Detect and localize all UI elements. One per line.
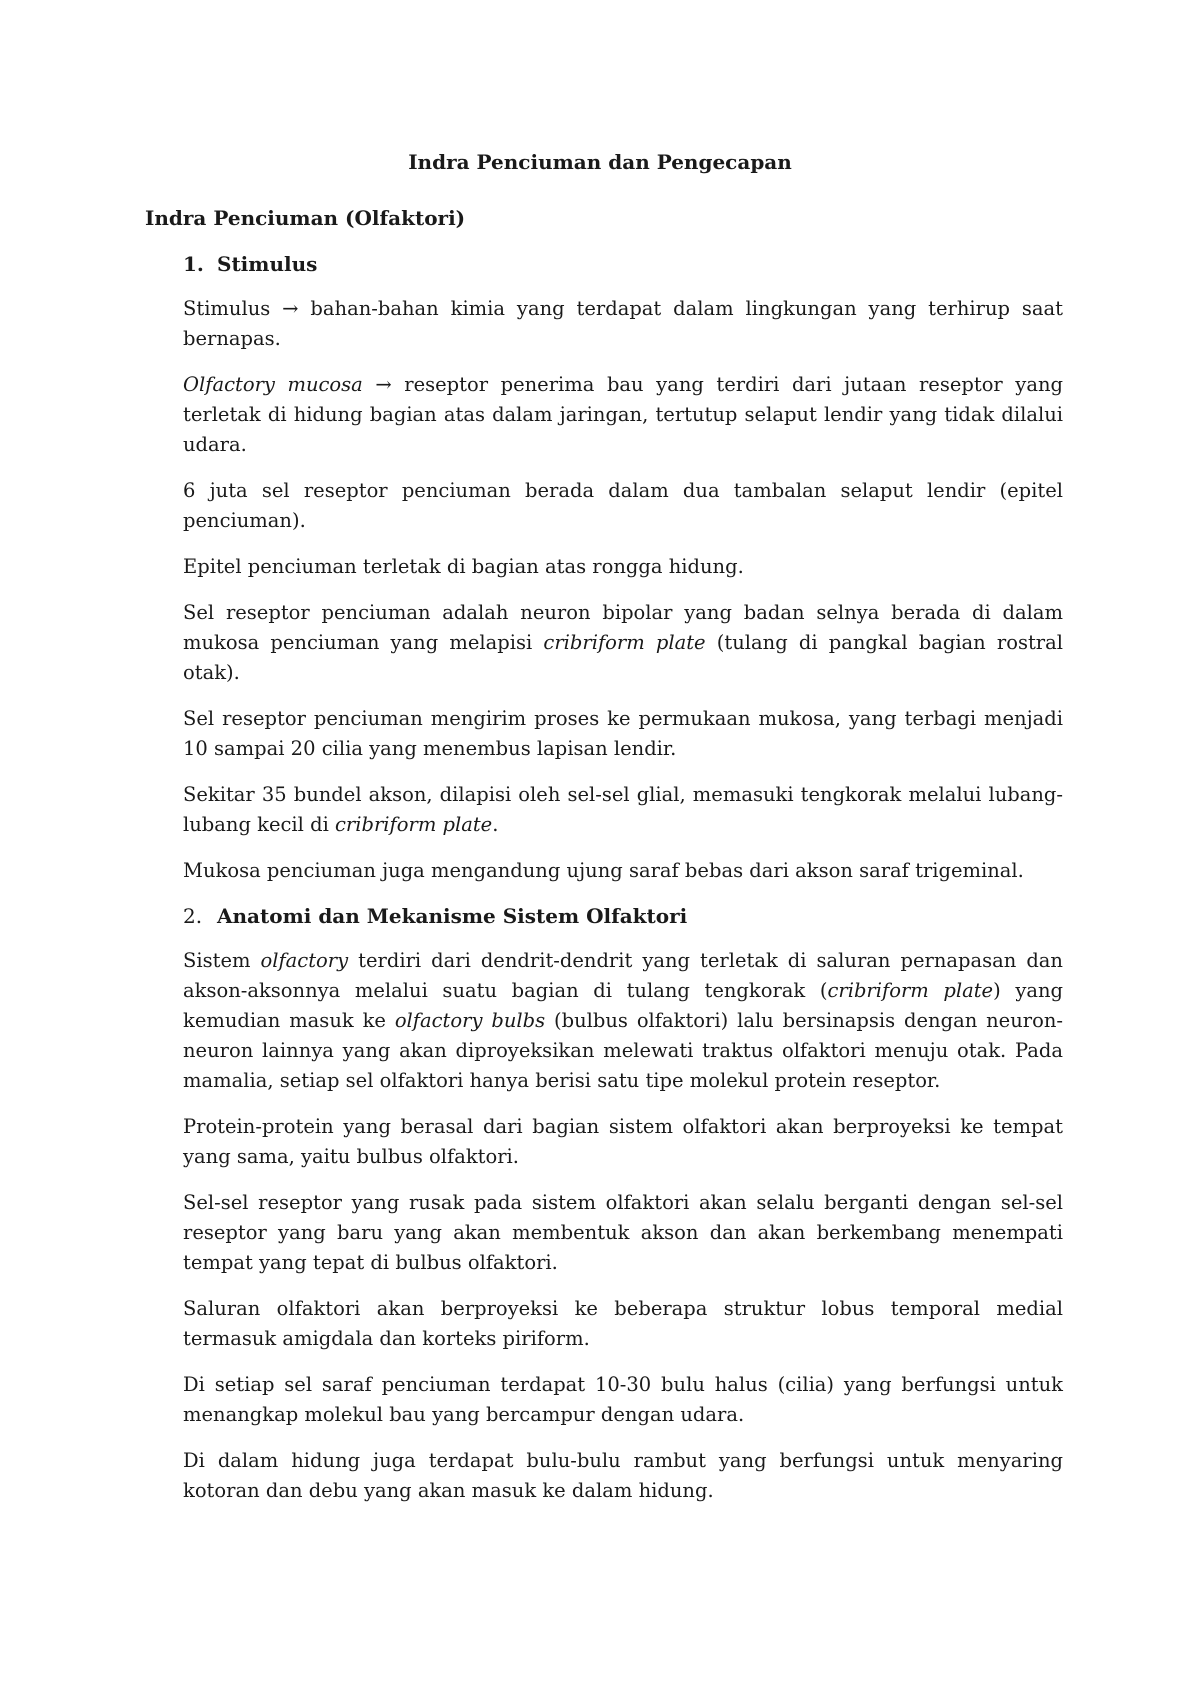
section-2-number: 2. [183,904,203,928]
page-title: Indra Penciuman dan Pengecapan [408,150,792,174]
paragraph: Protein-protein yang berasal dari bagian sistem olfaktori akan berproyeksi ke tempat yang sama, yaitu bulbus olfaktori. [183,1115,1063,1168]
paragraph: Sekitar 35 bundel akson, dilapisi oleh sel-sel glial, memasuki tengkorak melalui lubang-lubang kecil di cribriform plate. [183,783,1063,836]
paragraph: Stimulus → bahan-bahan kimia yang terdapat dalam lingkungan yang terhirup saat bernapas. [183,297,1063,350]
paragraph: Saluran olfaktori akan berproyeksi ke beberapa struktur lobus temporal medial termasuk amigdala dan korteks piriform. [183,1297,1063,1350]
paragraph: Olfactory mucosa → reseptor penerima bau yang terdiri dari jutaan reseptor yang terletak di hidung bagian atas dalam jaringan, tertutup selaput lendir yang tidak dilalui udara. [183,373,1063,456]
section-2-title: Anatomi dan Mekanisme Sistem Olfaktori [217,904,688,928]
section-2-heading [183,902,1063,930]
paragraph: 6 juta sel reseptor penciuman berada dalam dua tambalan selaput lendir (epitel penciuman). [183,479,1063,532]
paragraph: Epitel penciuman terletak di bagian atas rongga hidung. [183,555,744,578]
paragraph: Di setiap sel saraf penciuman terdapat 10-30 bulu halus (cilia) yang berfungsi untuk menangkap molekul bau yang bercampur dengan udara. [183,1373,1063,1426]
paragraph: Mukosa penciuman juga mengandung ujung saraf bebas dari akson saraf trigeminal. [183,859,1024,882]
paragraph: Sel reseptor penciuman adalah neuron bipolar yang badan selnya berada di dalam mukosa penciuman yang melapisi cribriform plate (tulang di pangkal bagian rostral otak). [183,601,1063,684]
paragraph: Sel-sel reseptor yang rusak pada sistem olfaktori akan selalu berganti dengan sel-sel reseptor yang baru yang akan membentuk akson dan akan berkembang menempati tempat yang tepat di bulbus olfaktori. [183,1191,1063,1274]
section-1-heading [183,250,1063,278]
document-body [145,204,1063,1522]
section-subtitle: Indra Penciuman (Olfaktori) [145,206,466,230]
paragraph: Sel reseptor penciuman mengirim proses ke permukaan mukosa, yang terbagi menjadi 10 sampai 20 cilia yang menembus lapisan lendir. [183,707,1063,760]
section-1-title: Stimulus [217,252,318,276]
paragraph: Sistem olfactory terdiri dari dendrit-dendrit yang terletak di saluran pernapasan dan akson-aksonnya melalui suatu bagian di tulang tengkorak (cribriform plate) yang kemudian masuk ke olfactory bulbs (bulbus olfaktori) lalu bersinapsis dengan neuron-neuron lainnya yang akan diproyeksikan melewati traktus olfaktori menuju otak. Pada mamalia, setiap sel olfaktori hanya berisi satu tipe molekul protein reseptor. [183,949,1063,1092]
section-1-number: 1. [183,252,204,276]
paragraph: Di dalam hidung juga terdapat bulu-bulu rambut yang berfungsi untuk menyaring kotoran dan debu yang akan masuk ke dalam hidung. [183,1449,1063,1502]
